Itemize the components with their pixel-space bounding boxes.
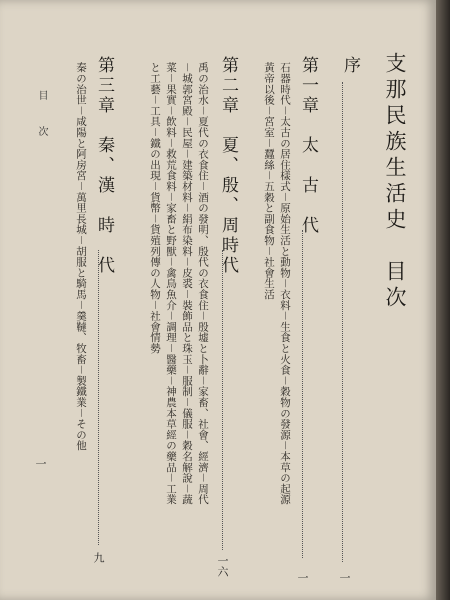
chapter-2-heading: 第二章 夏、殷、周時代 [218,56,238,276]
preface-heading: 序 [340,56,360,76]
chapter-3-heading: 第三章 秦、漢 時 代 [94,56,114,276]
chapter-2-line-3: 菜－果實－飲料－救荒食料－家畜と野獸－禽鳥魚介－調理－醫藥－神農本草經の藥品－工業 [165,62,177,505]
chapter-1-line-2: 黃帝以後－宮室－蠶絲－五穀と副食物－社會生活 [263,62,275,300]
chapter-3-page-number: 九 [92,552,105,563]
chapter-2-line-4: と工藝－工具－鐵の出現－貨幣－貨殖列傳の人物－社會情勢 [149,62,161,354]
chapter-2-page-number: 一六 [216,555,229,577]
chapter-2-line-1: 禹の治水－夏代の衣食住－酒の發明、殷代の衣食住－殷墟と卜辭－家畜、社會、經濟－周代 [197,62,209,505]
preface-leader [342,82,343,562]
chapter-2-leader [222,250,223,550]
chapter-2-line-2: －城郭宮殿－民屋－建築材料－絹布染料－皮裘－裝飾品と珠玉－服制－儀服－穀名解說－蔬 [181,62,193,505]
running-footer-label: 目 次 [36,90,47,144]
chapter-3-line-1: 秦の治世－咸陽と阿房宮－萬里長城－胡服と騎馬－羹韃、牧畜－製鐵業－その他 [75,62,87,451]
chapter-1-page-number: 一 [296,572,309,583]
chapter-1-line-1: 石器時代－太古の居住樣式－原始生活と動物－衣料－生食と火食－穀物の發源－本草の起源 [279,62,291,505]
chapter-1-heading: 第一章 太 古 代 [298,56,318,236]
toc-title: 支那民族生活史 目次 [383,52,407,312]
chapter-1-leader [302,230,303,558]
preface-page-number: 一 [338,572,351,583]
running-footer-page-number: 一 [34,458,47,469]
book-spine-edge [436,0,450,600]
chapter-3-leader [98,250,99,545]
